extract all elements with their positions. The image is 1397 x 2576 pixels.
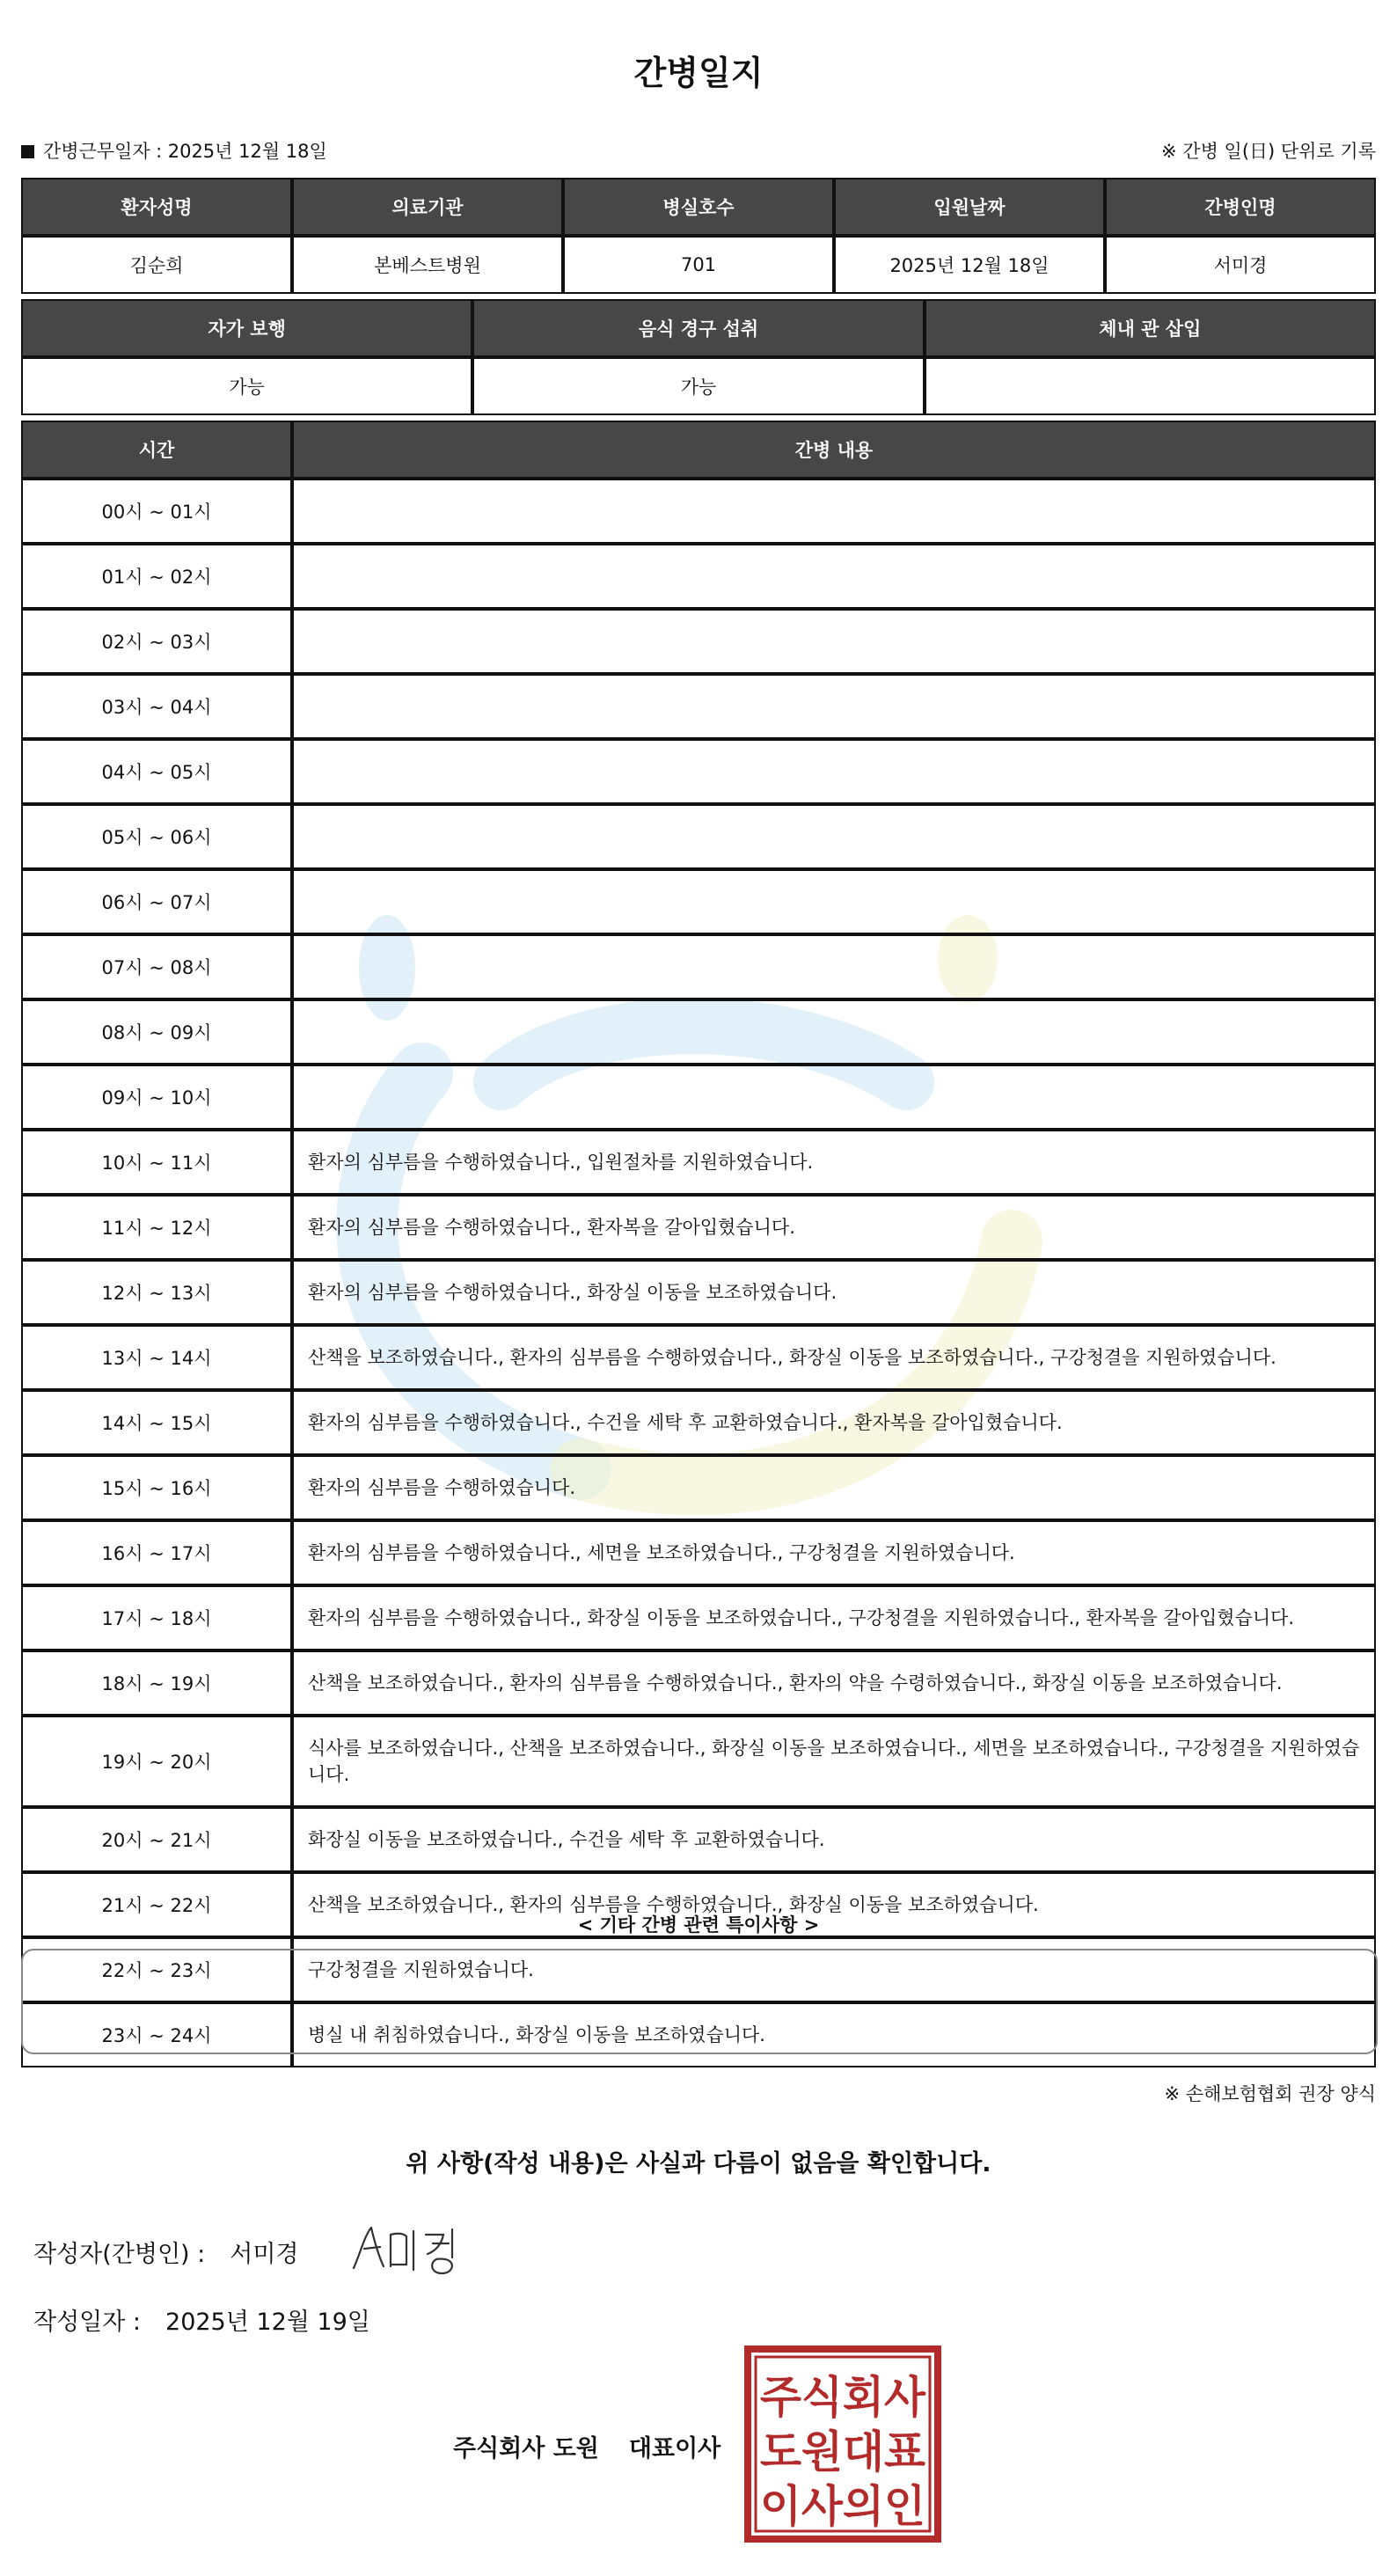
care-content <box>292 804 1376 869</box>
time-slot: 08시 ~ 09시 <box>21 999 292 1065</box>
header-care-content: 간병 내용 <box>292 421 1376 479</box>
special-notes-box <box>21 1949 1378 2054</box>
header-caregiver: 간병인명 <box>1105 178 1376 236</box>
table-row <box>21 1585 1376 1650</box>
time-slot: 20시 ~ 21시 <box>21 1807 292 1872</box>
document-title: 간병일지 <box>633 54 764 92</box>
care-content: 환자의 심부름을 수행하였습니다. <box>292 1455 1376 1520</box>
svg-text:이사의인: 이사의인 <box>760 2481 925 2532</box>
table-header-row <box>21 178 1376 236</box>
care-content: 환자의 심부름을 수행하였습니다., 화장실 이동을 보조하였습니다., 구강청결을 지원하였습니다., 환자복을 갈아입혔습니다. <box>292 1585 1376 1650</box>
company-name: 주식회사 도원 <box>453 2435 599 2463</box>
care-content <box>292 544 1376 609</box>
time-slot: 13시 ~ 14시 <box>21 1325 292 1390</box>
writer-label: 작성자(간병인) : <box>33 2241 206 2268</box>
care-content <box>292 479 1376 544</box>
table-row <box>21 609 1376 674</box>
time-slot: 17시 ~ 18시 <box>21 1585 292 1650</box>
care-content <box>292 869 1376 934</box>
care-content: 식사를 보조하였습니다., 산책을 보조하였습니다., 화장실 이동을 보조하였습니다., 세면을 보조하였습니다., 구강청결을 지원하였습니다. <box>292 1716 1376 1807</box>
time-slot: 18시 ~ 19시 <box>21 1650 292 1716</box>
time-slot: 15시 ~ 16시 <box>21 1455 292 1520</box>
time-slot: 10시 ~ 11시 <box>21 1130 292 1195</box>
svg-text:주식회사: 주식회사 <box>760 2372 926 2423</box>
caregiver-name: 서미경 <box>1105 236 1376 294</box>
care-content <box>292 609 1376 674</box>
table-header-row <box>21 421 1376 479</box>
care-content <box>292 674 1376 739</box>
oral-intake-value: 가능 <box>472 357 924 415</box>
writer-line <box>33 2235 299 2269</box>
table-header-row <box>21 299 1376 357</box>
table-row <box>21 357 1376 415</box>
time-slot: 19시 ~ 20시 <box>21 1716 292 1807</box>
care-content <box>292 999 1376 1065</box>
table-row <box>21 1325 1376 1390</box>
care-content <box>292 1065 1376 1130</box>
table-row <box>21 1650 1376 1716</box>
confirmation-statement: 위 사항(작성 내용)은 사실과 다름이 없음을 확인합니다. <box>406 2150 991 2177</box>
room-number: 701 <box>563 236 834 294</box>
time-slot: 00시 ~ 01시 <box>21 479 292 544</box>
time-slot: 22시 ~ 23시 <box>21 1937 292 2002</box>
time-slot: 06시 ~ 07시 <box>21 869 292 934</box>
company-seal-stamp <box>744 2345 941 2543</box>
care-content: 환자의 심부름을 수행하였습니다., 세면을 보조하였습니다., 구강청결을 지원하였습니다. <box>292 1520 1376 1585</box>
tube-insertion-value <box>925 357 1376 415</box>
header-time: 시간 <box>21 421 292 479</box>
work-date-label: 간병근무일자 <box>43 141 150 162</box>
care-content: 화장실 이동을 보조하였습니다., 수건을 세탁 후 교환하였습니다. <box>292 1807 1376 1872</box>
table-row <box>21 869 1376 934</box>
time-slot: 02시 ~ 03시 <box>21 609 292 674</box>
svg-text:도원대표: 도원대표 <box>760 2426 926 2477</box>
care-content: 환자의 심부름을 수행하였습니다., 입원절차를 지원하였습니다. <box>292 1130 1376 1195</box>
time-slot: 04시 ~ 05시 <box>21 739 292 804</box>
time-slot: 23시 ~ 24시 <box>21 2002 292 2067</box>
care-content <box>292 934 1376 999</box>
form-note: ※ 손해보험협회 권장 양식 <box>1164 2083 1376 2104</box>
time-slot: 07시 ~ 08시 <box>21 934 292 999</box>
table-row <box>21 999 1376 1065</box>
time-slot: 05시 ~ 06시 <box>21 804 292 869</box>
unit-note: ※ 간병 일(日) 단위로 기록 <box>1161 141 1376 162</box>
care-log-body <box>21 479 1376 2067</box>
time-slot: 01시 ~ 02시 <box>21 544 292 609</box>
time-slot: 14시 ~ 15시 <box>21 1390 292 1455</box>
admission-date: 2025년 12월 18일 <box>834 236 1105 294</box>
table-row <box>21 1520 1376 1585</box>
header-admission-date: 입원날짜 <box>834 178 1105 236</box>
written-date-label: 작성일자 : <box>33 2309 142 2336</box>
table-row <box>21 1455 1376 1520</box>
patient-info-table <box>21 178 1376 294</box>
ability-table <box>21 299 1376 415</box>
special-notes-title: < 기타 간병 관련 특이사항 > <box>577 1914 820 1936</box>
work-date <box>21 137 327 164</box>
time-slot: 09시 ~ 10시 <box>21 1065 292 1130</box>
table-row <box>21 674 1376 739</box>
work-date-value: 2025년 12월 18일 <box>167 141 327 162</box>
time-slot: 21시 ~ 22시 <box>21 1872 292 1937</box>
table-row <box>21 1195 1376 1260</box>
written-date-line <box>33 2302 370 2337</box>
header-patient-name: 환자성명 <box>21 178 292 236</box>
care-log-table <box>21 421 1376 2067</box>
header-self-walking: 자가 보행 <box>21 299 472 357</box>
care-content: 구강청결을 지원하였습니다. <box>292 1937 1376 2002</box>
table-row <box>21 739 1376 804</box>
care-content <box>292 739 1376 804</box>
time-slot: 11시 ~ 12시 <box>21 1195 292 1260</box>
table-row <box>21 479 1376 544</box>
table-row <box>21 934 1376 999</box>
care-content: 환자의 심부름을 수행하였습니다., 수건을 세탁 후 교환하였습니다., 환자복을 갈아입혔습니다. <box>292 1390 1376 1455</box>
table-row <box>21 1065 1376 1130</box>
time-slot: 16시 ~ 17시 <box>21 1520 292 1585</box>
care-content: 산책을 보조하였습니다., 환자의 심부름을 수행하였습니다., 화장실 이동을 보조하였습니다., 구강청결을 지원하였습니다. <box>292 1325 1376 1390</box>
table-row <box>21 1130 1376 1195</box>
written-date-value: 2025년 12월 19일 <box>165 2309 370 2336</box>
care-content: 병실 내 취침하였습니다., 화장실 이동을 보조하였습니다. <box>292 2002 1376 2067</box>
table-row <box>21 804 1376 869</box>
header-room: 병실호수 <box>563 178 834 236</box>
table-row <box>21 544 1376 609</box>
header-institution: 의료기관 <box>292 178 563 236</box>
writer-name: 서미경 <box>230 2241 299 2268</box>
table-row <box>21 1390 1376 1455</box>
care-content: 환자의 심부름을 수행하였습니다., 화장실 이동을 보조하였습니다. <box>292 1260 1376 1325</box>
care-content: 산책을 보조하였습니다., 환자의 심부름을 수행하였습니다., 화장실 이동을 보조하였습니다. <box>292 1872 1376 1937</box>
self-walking-value: 가능 <box>21 357 472 415</box>
table-row <box>21 1716 1376 1807</box>
header-tube-insertion: 체내 관 삽입 <box>925 299 1376 357</box>
handwritten-signature <box>345 2217 486 2279</box>
table-row <box>21 236 1376 294</box>
header-oral-intake: 음식 경구 섭취 <box>472 299 924 357</box>
square-bullet-icon <box>21 145 34 158</box>
work-date-separator: : <box>156 141 163 162</box>
representative-title: 대표이사 <box>628 2435 721 2463</box>
table-row <box>21 1260 1376 1325</box>
table-row <box>21 1807 1376 1872</box>
time-slot: 12시 ~ 13시 <box>21 1260 292 1325</box>
institution: 본베스트병원 <box>292 236 563 294</box>
time-slot: 03시 ~ 04시 <box>21 674 292 739</box>
care-content: 산책을 보조하였습니다., 환자의 심부름을 수행하였습니다., 환자의 약을 수령하였습니다., 화장실 이동을 보조하였습니다. <box>292 1650 1376 1716</box>
patient-name: 김순희 <box>21 236 292 294</box>
company-line <box>453 2429 720 2463</box>
care-content: 환자의 심부름을 수행하였습니다., 환자복을 갈아입혔습니다. <box>292 1195 1376 1260</box>
